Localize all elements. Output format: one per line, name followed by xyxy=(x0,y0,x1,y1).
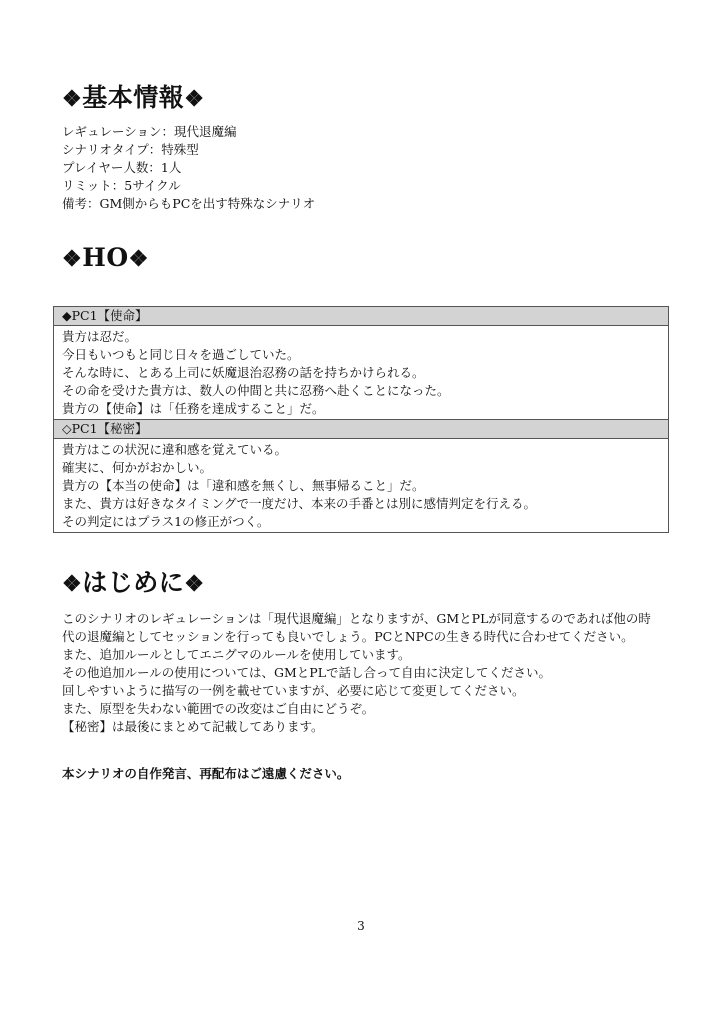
basic-info-heading xyxy=(62,78,204,114)
ho-heading xyxy=(62,243,149,272)
intro-heading xyxy=(62,563,204,599)
intro-line: また、原型を失わない範囲での改変はご自由にどうぞ。 xyxy=(62,701,375,716)
intro-paragraphs xyxy=(62,610,662,736)
ho-line: 貴方は忍だ。 xyxy=(62,329,138,344)
ho-line: 貴方の【本当の使命】は「違和感を無くし、無事帰ること」だ。 xyxy=(62,478,425,493)
diamond-ornament-icon: ❖ xyxy=(62,571,83,597)
intro-line: また、追加ルールとしてエニグマのルールを使用しています。 xyxy=(62,647,411,662)
basic-info-line: プレイヤー人数：1人 xyxy=(62,160,182,175)
diamond-ornament-icon: ❖ xyxy=(62,86,83,112)
diamond-ornament-icon: ❖ xyxy=(184,86,205,112)
basic-info-list xyxy=(62,123,315,213)
ho-secret-body xyxy=(54,439,668,532)
ho-table xyxy=(53,306,669,533)
intro-heading-text: はじめに xyxy=(82,568,185,597)
ho-mission-body xyxy=(54,326,668,419)
ho-line: その判定にはプラス1の修正がつく。 xyxy=(62,514,270,529)
ho-line: 確実に、何かがおかしい。 xyxy=(62,460,213,475)
basic-info-line: レギュレーション：現代退魔編 xyxy=(62,124,237,139)
basic-info-line: リミット：5サイクル xyxy=(62,178,181,193)
redistribution-notice: 本シナリオの自作発言、再配布はご遠慮ください。 xyxy=(62,766,350,781)
ho-heading-text: HO xyxy=(82,243,129,272)
basic-info-line: 備考：GM側からもPCを出す特殊なシナリオ xyxy=(62,196,316,211)
intro-line: 【秘密】は最後にまとめて記載してあります。 xyxy=(62,719,324,734)
basic-info-heading-text: 基本情報 xyxy=(82,83,185,112)
basic-info-line: シナリオタイプ：特殊型 xyxy=(62,142,199,157)
intro-line: このシナリオのレギュレーションは「現代退魔編」となりますが、GMとPLが同意するのであれば他の時代の退魔編としてセッションを行っても良いでしょう。PCとNPCの生きる時代に合わせてください。 xyxy=(62,611,651,644)
ho-line: そんな時に、とある上司に妖魔退治忍務の話を持ちかけられる。 xyxy=(62,365,425,380)
diamond-ornament-icon: ❖ xyxy=(62,246,83,272)
ho-line: また、貴方は好きなタイミングで一度だけ、本来の手番とは別に感情判定を行える。 xyxy=(62,496,537,511)
intro-line: その他追加ルールの使用については、GMとPLで話し合って自由に決定してください。 xyxy=(62,665,551,680)
intro-line: 回しやすいように描写の一例を載せていますが、必要に応じて変更してください。 xyxy=(62,683,525,698)
ho-line: 今日もいつもと同じ日々を過ごしていた。 xyxy=(62,347,300,362)
diamond-ornament-icon: ❖ xyxy=(184,571,205,597)
ho-line: 貴方はこの状況に違和感を覚えている。 xyxy=(62,442,288,457)
diamond-ornament-icon: ❖ xyxy=(128,246,149,272)
ho-secret-title: ◇PC1【秘密】 xyxy=(54,419,668,439)
page-number: 3 xyxy=(357,919,365,933)
ho-line: 貴方の【使命】は「任務を達成すること」だ。 xyxy=(62,401,325,416)
ho-line: その命を受けた貴方は、数人の仲間と共に忍務へ赴くことになった。 xyxy=(62,383,450,398)
ho-mission-title: ◆PC1【使命】 xyxy=(54,307,668,326)
